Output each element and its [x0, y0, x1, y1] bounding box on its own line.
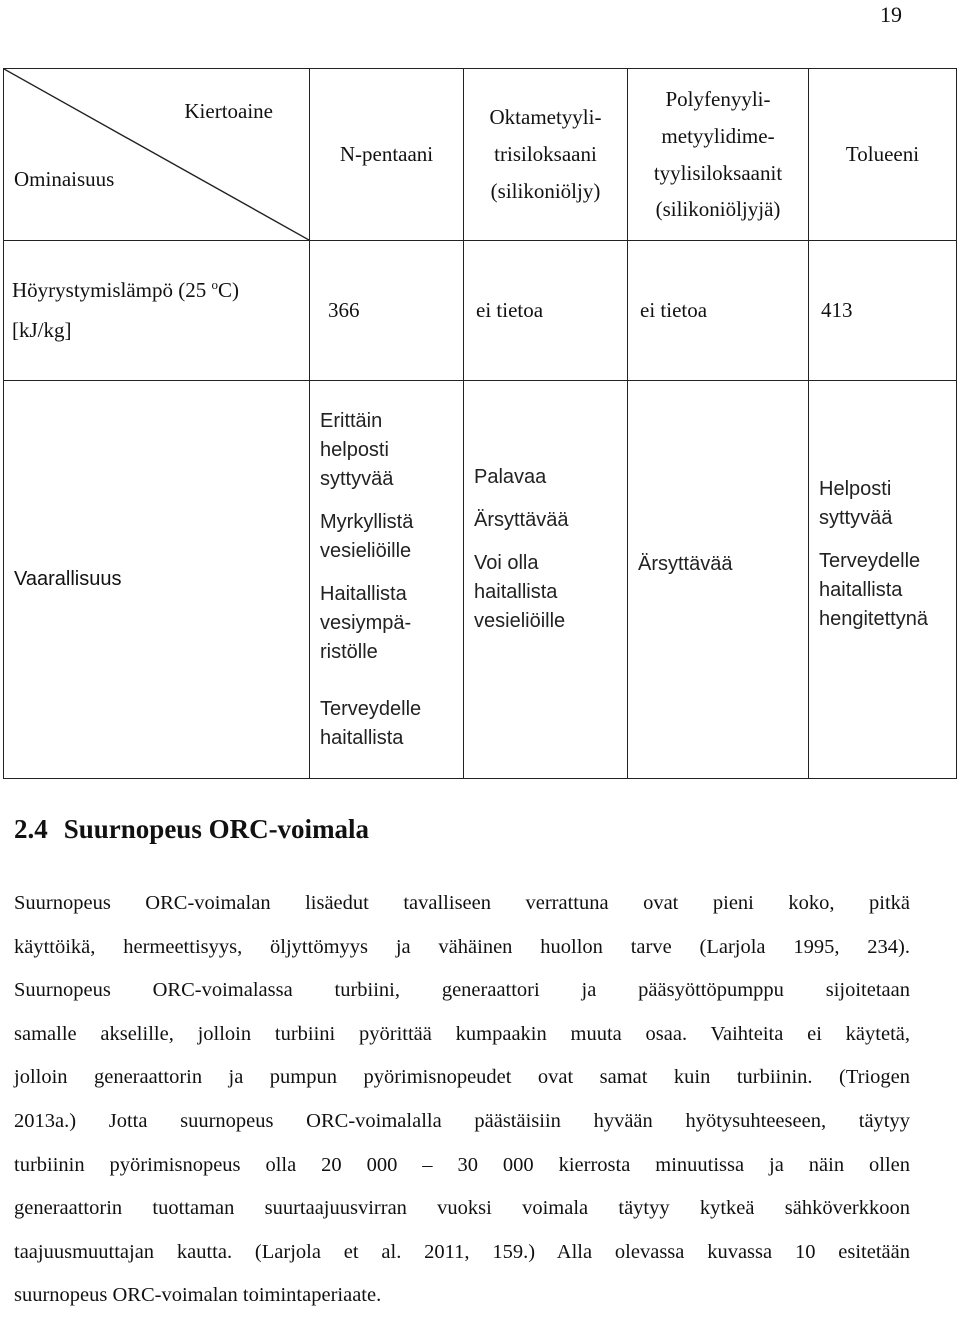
hazard-line: Voi olla	[474, 552, 539, 574]
header-line: (silikoniöljyjä)	[655, 197, 781, 222]
hazard-block	[320, 580, 463, 667]
properties-table	[3, 68, 957, 779]
heat-value-tolueeni: 413	[809, 241, 957, 381]
corner-label-kiertoaine: Kiertoaine	[184, 99, 273, 123]
header-oktametyylitrisiloksaani	[464, 69, 628, 241]
hazard-line: vesieliöille	[320, 539, 412, 562]
table-corner-cell	[4, 69, 310, 241]
section-number: 2.4	[14, 814, 48, 844]
hazard-line: Palavaa	[474, 466, 547, 488]
hazard-line: Myrkyllistä	[320, 510, 414, 533]
hazard-line: ristölle	[320, 640, 378, 663]
heat-label-unit: [kJ/kg]	[12, 317, 72, 342]
header-line: trisiloksaani	[494, 142, 597, 167]
row-label-heat	[4, 241, 310, 381]
hazard-line: hengitettynä	[819, 608, 928, 630]
hazard-block	[819, 547, 956, 634]
header-line: (silikoniöljy)	[490, 178, 601, 203]
table-row-hazard	[4, 381, 957, 779]
hazard-polyfenyyli	[628, 381, 809, 779]
hazard-line: helposti	[320, 438, 389, 461]
header-line: Oktametyyli-	[489, 105, 602, 130]
hazard-line: haitallista	[819, 579, 903, 601]
section-heading	[14, 814, 369, 845]
body-line: suurnopeus ORC-voimalan toimintaperiaate.	[14, 1284, 382, 1307]
hazard-line: Helposti	[819, 478, 892, 500]
corner-label-ominaisuus: Ominaisuus	[14, 167, 115, 191]
heat-label-part: C)	[218, 277, 239, 302]
hazard-block	[474, 549, 627, 636]
hazard-oktametyyli	[464, 381, 628, 779]
heat-value-polyfenyyli: ei tietoa	[628, 241, 809, 381]
header-tolueeni	[809, 69, 957, 241]
body-line: Suurnopeus ORC-voimalan lisäedut tavalliseen verrattuna ovat pieni koko, pitkä	[14, 892, 910, 914]
table-row-heat	[4, 241, 957, 381]
header-polyfenyylimetyylidimetyylisiloksaanit	[628, 69, 809, 241]
body-line: käyttöikä, hermeettisyys, öljyttömyys ja vähäinen huollon tarve (Larjola 1995, 234).	[14, 935, 910, 958]
header-line: Polyfenyyli-	[665, 87, 771, 111]
hazard-line: Terveydelle	[819, 550, 921, 572]
header-line: N-pentaani	[339, 142, 434, 167]
body-line: 2013a.) Jotta suurnopeus ORC-voimalalla päästäisiin hyvään hyötysuhteeseen, täytyy	[14, 1109, 910, 1132]
hazard-block	[320, 508, 463, 566]
hazard-line: Haitallista	[320, 582, 407, 605]
body-line: jolloin generaattorin ja pumpun pyörimisnopeudet ovat samat kuin turbiinin. (Triogen	[14, 1066, 910, 1089]
header-line: metyylidime-	[661, 123, 775, 148]
section-title: Suurnopeus ORC-voimala	[63, 814, 370, 844]
body-line: generaattorin tuottaman suurtaajuusvirran vuoksi voimala täytyy kytkeä sähköverkkoon	[14, 1197, 910, 1220]
hazard-line: haitallista	[474, 581, 558, 603]
diagonal-divider	[4, 69, 309, 240]
header-line: tyylisiloksaanit	[653, 160, 783, 185]
hazard-line: Terveydelle	[320, 697, 422, 720]
heat-value-n-pentaani: 366	[310, 241, 464, 381]
heat-label-sup: o	[211, 276, 218, 292]
header-n-pentaani	[310, 69, 464, 241]
hazard-n-pentaani	[310, 381, 464, 779]
hazard-block	[320, 407, 463, 494]
body-paragraph	[14, 882, 910, 1318]
heat-value-oktametyyli: ei tietoa	[464, 241, 628, 381]
hazard-line: syttyvää	[819, 507, 893, 529]
hazard-line: Ärsyttävää	[638, 552, 733, 575]
heat-label-part: Höyrystymislämpö (25	[12, 277, 212, 302]
table-header-row	[4, 69, 957, 241]
hazard-line: Ärsyttävää	[474, 509, 569, 531]
body-line: Suurnopeus ORC-voimalassa turbiini, generaattori ja pääsyöttöpumppu sijoitetaan	[14, 979, 910, 1002]
hazard-line: vesieliöille	[474, 610, 566, 632]
hazard-block	[320, 695, 463, 753]
hazard-block	[819, 475, 956, 533]
hazard-line: vesiympä-	[320, 611, 412, 634]
hazard-tolueeni	[809, 381, 957, 779]
hazard-line: haitallista	[320, 726, 404, 749]
hazard-line: syttyvää	[320, 467, 394, 490]
page-number: 19	[880, 2, 902, 27]
body-line: turbiinin pyörimisnopeus olla 20 000 – 30 000 kierrosta minuutissa ja näin ollen	[14, 1153, 910, 1176]
body-line: taajuusmuuttajan kautta. (Larjola et al. 2011, 159.) Alla olevassa kuvassa 10 esitetään	[14, 1240, 910, 1263]
header-line: Tolueeni	[845, 142, 920, 167]
body-line: samalle akselille, jolloin turbiini pyörittää kumpaakin muuta osaa. Vaihteita ei käytetä,	[14, 1022, 910, 1045]
row-label-vaarallisuus: Vaarallisuus	[4, 381, 310, 779]
hazard-line: Erittäin	[320, 409, 383, 432]
